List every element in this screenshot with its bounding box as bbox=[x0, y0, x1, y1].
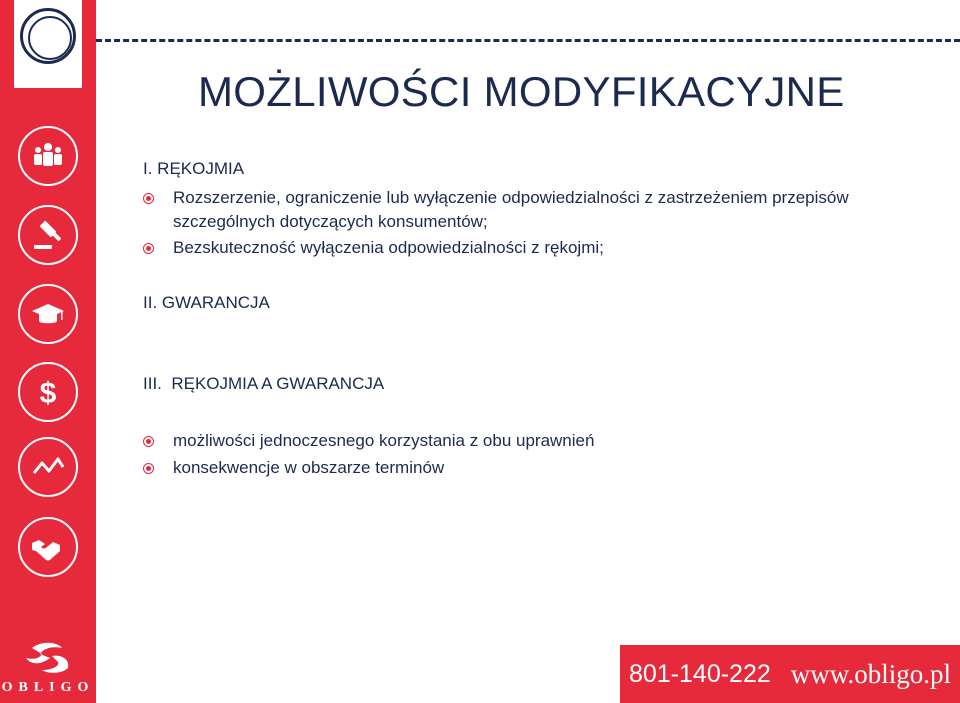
section-heading-rekojmia-a-gwarancja: III. RĘKOJMIA A GWARANCJA bbox=[143, 374, 385, 393]
footer-website-link[interactable]: www.obligo.pl bbox=[790, 658, 952, 689]
logo-wordmark: OBLIGO bbox=[1, 680, 95, 695]
list-item-text: konsekwencje w obszarze terminów bbox=[173, 458, 445, 477]
list-item-text: Rozszerzenie, ograniczenie lub wyłączenie odpowiedzialności z zastrzeżeniem przepisów szczególnych dotyczących konsumentów; bbox=[173, 188, 849, 231]
bullet-icon bbox=[143, 243, 154, 254]
bullet-icon bbox=[143, 193, 154, 204]
page-title: MOŻLIWOŚCI MODYFIKACYJNE bbox=[198, 68, 845, 115]
list-item-text: możliwości jednoczesnego korzystania z obu uprawnień bbox=[173, 431, 595, 450]
graduation-cap-icon bbox=[18, 284, 78, 344]
handshake-icon bbox=[18, 517, 78, 577]
bullet-list-rekojmia-a-gwarancja bbox=[143, 429, 873, 480]
top-dashed-rule bbox=[96, 39, 960, 42]
dollar-icon bbox=[18, 362, 78, 422]
footer-phone: 801-140-222 bbox=[628, 659, 771, 688]
list-item bbox=[143, 236, 873, 260]
gavel-icon bbox=[18, 205, 78, 265]
svg-text:$: $ bbox=[39, 377, 57, 410]
circle-logo-icon bbox=[20, 8, 76, 64]
list-item bbox=[143, 186, 873, 234]
list-item bbox=[143, 456, 873, 480]
logo-badge bbox=[14, 0, 82, 88]
sidebar bbox=[0, 0, 96, 703]
section-heading-gwarancja: II. GWARANCJA bbox=[143, 293, 270, 312]
bullet-icon bbox=[143, 463, 154, 474]
section-heading-rekojmia: I. RĘKOJMIA bbox=[143, 159, 245, 178]
people-icon bbox=[18, 126, 78, 186]
bullet-icon bbox=[143, 436, 154, 447]
list-item-text: Bezskuteczność wyłączenia odpowiedzialności z rękojmi; bbox=[173, 238, 604, 257]
list-item bbox=[143, 429, 873, 453]
trend-line-icon bbox=[18, 437, 78, 497]
footer-contact-band bbox=[620, 645, 960, 703]
bullet-list-rekojmia bbox=[143, 186, 873, 260]
obligo-logo-mark-icon bbox=[22, 640, 74, 676]
